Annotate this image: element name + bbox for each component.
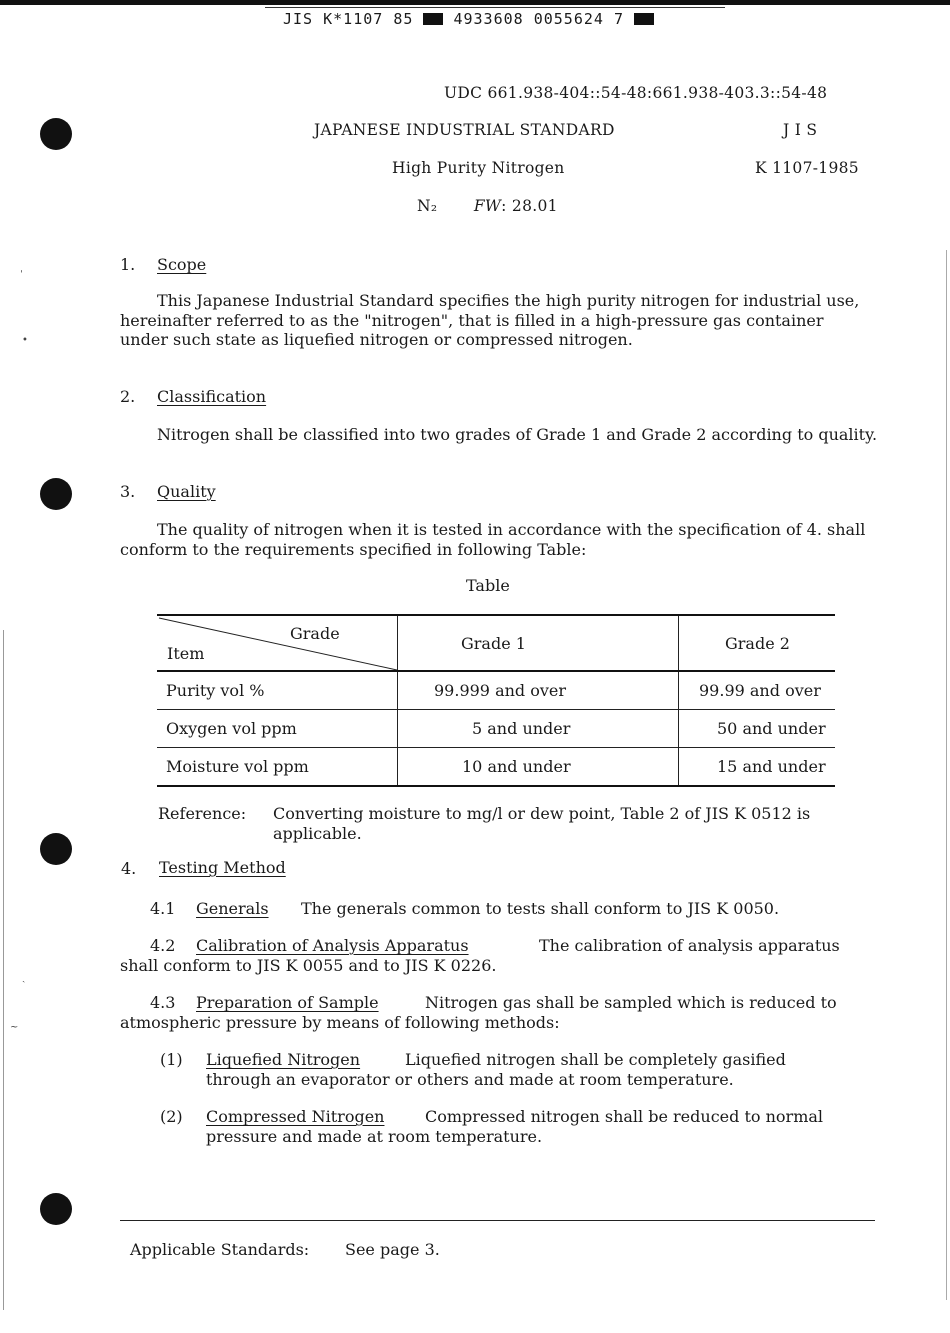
right-scan-edge xyxy=(946,250,947,1300)
standard-org: JAPANESE INDUSTRIAL STANDARD xyxy=(314,121,615,139)
scan-speck: ˎ xyxy=(22,972,26,983)
row-grade-2-value: 15 and under xyxy=(679,748,836,787)
section-4-1-title: Generals xyxy=(196,899,269,918)
stamp-middle: 4933608 0055624 7 xyxy=(453,10,624,28)
section-4-2-number: 4.2 xyxy=(150,936,176,955)
scan-speck: ˈ xyxy=(20,270,23,281)
stamp-left: JIS K*1107 85 xyxy=(283,10,414,28)
table-caption: Table xyxy=(466,576,510,595)
section-4-number: 4. xyxy=(121,859,137,878)
section-4-3-title: Preparation of Sample xyxy=(196,993,379,1012)
table-row xyxy=(157,710,835,748)
method-2-number: (2) xyxy=(160,1107,183,1126)
formula-weight-label: FW xyxy=(473,197,502,215)
section-3-number: 3. xyxy=(120,482,136,501)
quality-table xyxy=(157,614,835,787)
punch-hole xyxy=(40,1193,72,1225)
footer-text: See page 3. xyxy=(345,1240,440,1259)
row-item: Oxygen vol ppm xyxy=(157,710,398,748)
section-4-3-text: Nitrogen gas shall be sampled which is reduced to atmospheric pressure by means of following methods: xyxy=(120,993,837,1032)
udc-code: UDC 661.938-404::54-48:661.938-403.3::54-48 xyxy=(444,84,828,102)
top-thin-rule xyxy=(265,7,725,8)
method-1-number: (1) xyxy=(160,1050,183,1069)
column-header-grade-2: Grade 2 xyxy=(679,615,836,671)
punch-hole xyxy=(40,833,72,865)
section-2-number: 2. xyxy=(120,387,136,406)
section-1-text: This Japanese Industrial Standard specifies the high purity nitrogen for industrial use, hereinafter referred to as the "nitrogen", that is filled in a high-pressure gas container under such state as liquefied nitrogen or compressed nitrogen. xyxy=(120,291,860,349)
table-row xyxy=(157,748,835,787)
section-1-title: Scope xyxy=(157,255,207,274)
row-grade-2-value: 50 and under xyxy=(679,710,836,748)
chemical-formula: N₂ xyxy=(417,197,438,215)
method-1-title: Liquefied Nitrogen xyxy=(206,1050,361,1069)
section-2-text: Nitrogen shall be classified into two grades of Grade 1 and Grade 2 according to quality. xyxy=(157,425,878,444)
row-item: Purity vol % xyxy=(157,671,398,710)
method-2-title: Compressed Nitrogen xyxy=(206,1107,385,1126)
redaction-block xyxy=(634,13,654,25)
column-header-grade-1: Grade 1 xyxy=(398,615,679,671)
standard-number: K 1107-1985 xyxy=(755,159,859,177)
jis-mark: J I S xyxy=(783,121,818,139)
table-row xyxy=(157,671,835,710)
method-2-text: Compressed nitrogen shall be reduced to normal pressure and made at room temperature. xyxy=(206,1107,824,1146)
scan-speck: ~ xyxy=(10,1022,19,1033)
catalog-stamp xyxy=(283,10,654,28)
document-title: High Purity Nitrogen xyxy=(392,159,565,177)
reference-text: Converting moisture to mg/l or dew point, Table 2 of JIS K 0512 is applicable. xyxy=(273,804,811,843)
corner-grade-label: Grade xyxy=(290,624,340,643)
formula-weight-value: : 28.01 xyxy=(501,197,558,215)
punch-hole xyxy=(40,478,72,510)
section-4-3-number: 4.3 xyxy=(150,993,176,1012)
table-header-row xyxy=(157,615,835,671)
section-2-title: Classification xyxy=(157,387,267,406)
row-grade-2-value: 99.99 and over xyxy=(679,671,836,710)
footer-label: Applicable Standards: xyxy=(130,1240,310,1259)
row-grade-1-value: 5 and under xyxy=(398,710,679,748)
footer-rule xyxy=(120,1220,875,1221)
table-corner-cell xyxy=(157,615,398,671)
section-4-1-number: 4.1 xyxy=(150,899,176,918)
section-4-title: Testing Method xyxy=(159,858,286,877)
section-4-2-title: Calibration of Analysis Apparatus xyxy=(196,936,469,955)
section-3-title: Quality xyxy=(157,482,216,501)
redaction-block xyxy=(423,13,443,25)
left-scan-edge xyxy=(3,630,4,1310)
scan-speck: • xyxy=(22,335,28,346)
formula-line xyxy=(417,197,558,215)
method-1-text: Liquefied nitrogen shall be completely gasified through an evaporator or others and made at room temperature. xyxy=(206,1050,786,1089)
top-border xyxy=(0,0,950,5)
corner-item-label: Item xyxy=(167,644,205,663)
punch-hole xyxy=(40,118,72,150)
section-4-2-text: The calibration of analysis apparatus shall conform to JIS K 0055 and to JIS K 0226. xyxy=(120,936,840,975)
row-grade-1-value: 10 and under xyxy=(398,748,679,787)
row-grade-1-value: 99.999 and over xyxy=(398,671,679,710)
reference-label: Reference: xyxy=(158,804,247,823)
section-3-text: The quality of nitrogen when it is tested in accordance with the specification of 4. shall conform to the requirements specified in following Table: xyxy=(120,520,866,559)
section-4-1-text: The generals common to tests shall conform to JIS K 0050. xyxy=(301,899,780,918)
row-item: Moisture vol ppm xyxy=(157,748,398,787)
section-1-number: 1. xyxy=(120,255,136,274)
